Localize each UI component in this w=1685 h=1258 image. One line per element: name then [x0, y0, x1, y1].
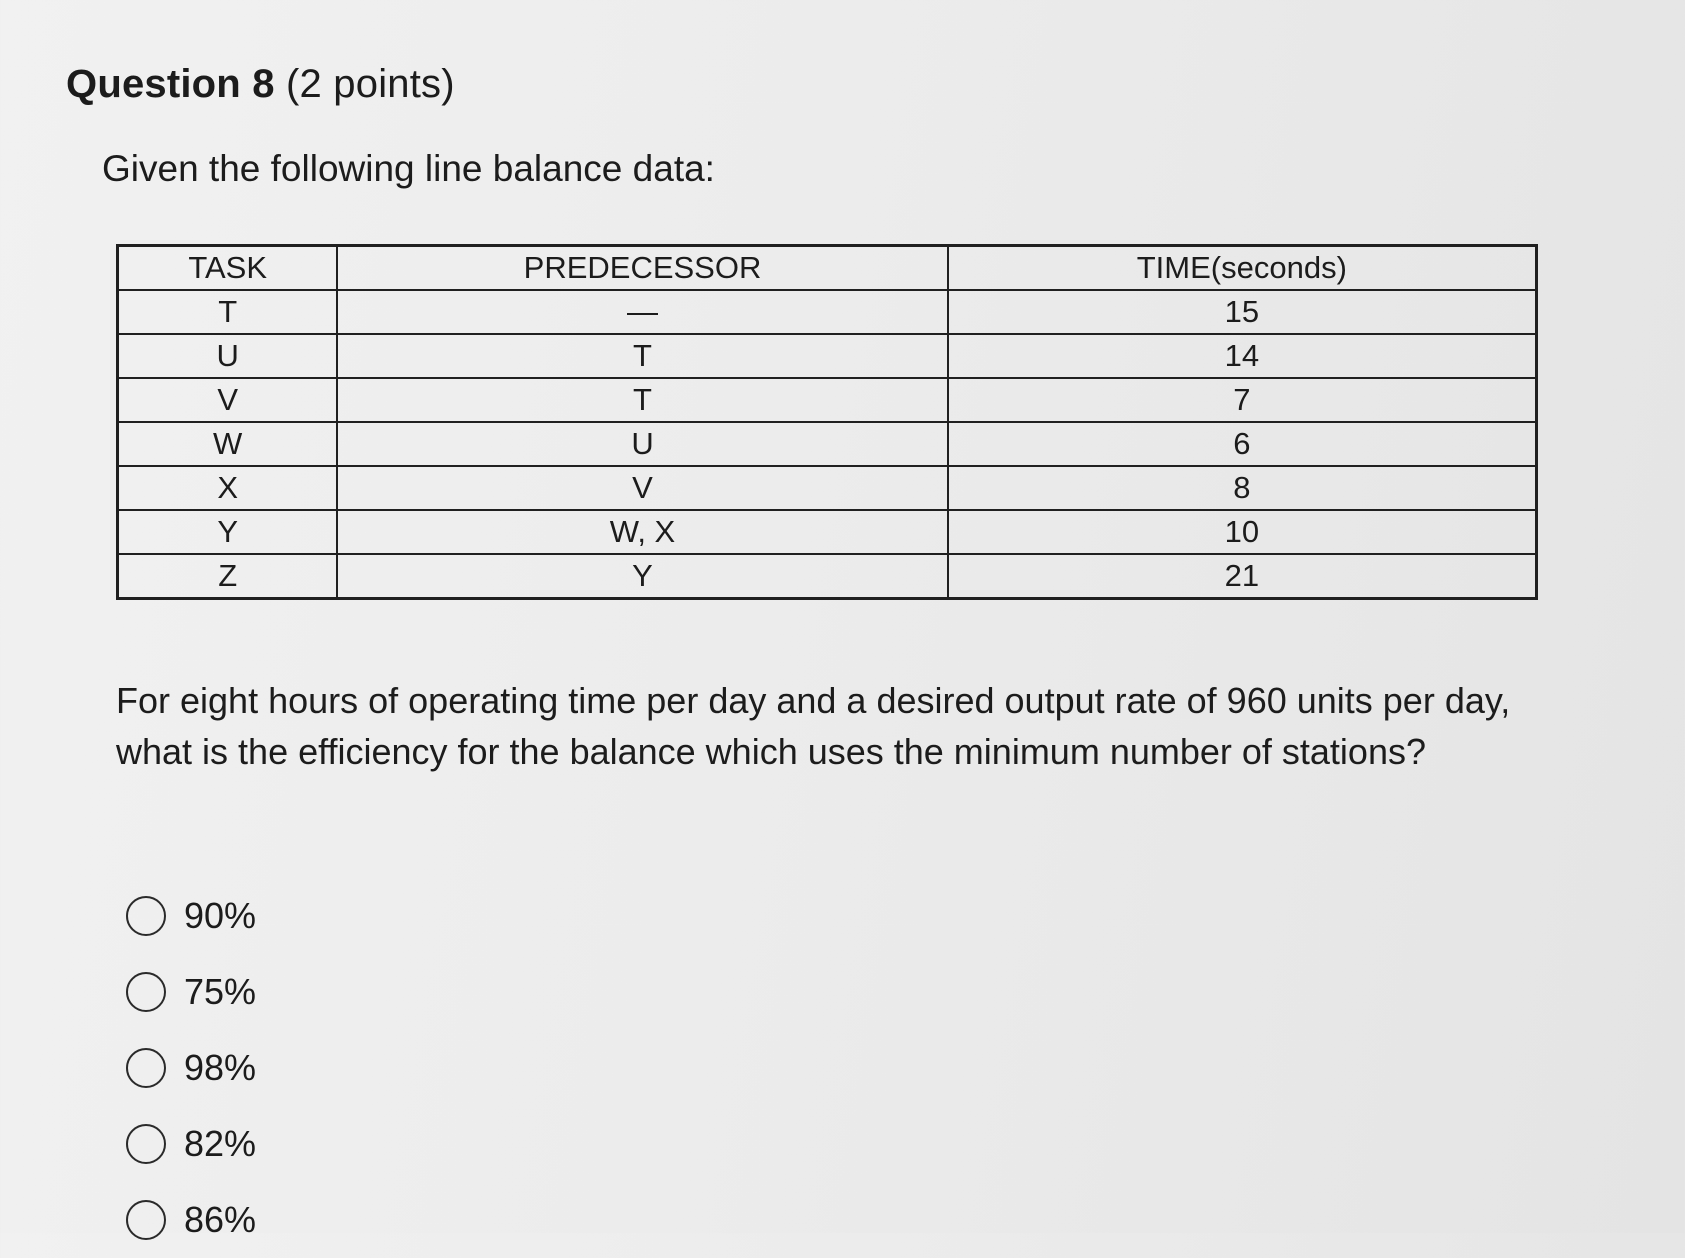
question-title [66, 62, 455, 107]
cell-time: 14 [948, 334, 1537, 378]
radio-button[interactable] [126, 896, 166, 936]
cell-predecessor: W, X [337, 510, 947, 554]
option-label[interactable]: 75% [184, 971, 257, 1012]
question-prompt: For eight hours of operating time per day and a desired output rate of 960 units per day, what is the efficiency for the balance which uses the minimum number of stations? [116, 680, 1511, 772]
cell-predecessor: T [337, 334, 947, 378]
cell-predecessor: — [337, 290, 947, 334]
cell-time: 10 [948, 510, 1537, 554]
cell-task: Z [118, 554, 338, 599]
cell-time: 21 [948, 554, 1537, 599]
option-label[interactable]: 90% [184, 895, 257, 936]
cell-time: 7 [948, 378, 1537, 422]
table-header-row [118, 246, 1537, 291]
radio-button[interactable] [126, 1048, 166, 1088]
table-row [118, 290, 1537, 334]
table-row [118, 378, 1537, 422]
answer-options [126, 878, 256, 1258]
header-time: TIME(seconds) [948, 246, 1537, 291]
radio-button[interactable] [126, 1200, 166, 1240]
table-row [118, 554, 1537, 599]
cell-predecessor: Y [337, 554, 947, 599]
option-86[interactable] [126, 1182, 256, 1258]
option-90[interactable] [126, 878, 256, 954]
option-label[interactable]: 86% [184, 1199, 257, 1240]
table-row [118, 422, 1537, 466]
cell-predecessor: T [337, 378, 947, 422]
question-points: (2 points) [286, 62, 455, 106]
table-row [118, 466, 1537, 510]
header-predecessor: PREDECESSOR [337, 246, 947, 291]
radio-button[interactable] [126, 1124, 166, 1164]
option-75[interactable] [126, 954, 256, 1030]
cell-task: Y [118, 510, 338, 554]
option-82[interactable] [126, 1106, 256, 1182]
cell-time: 6 [948, 422, 1537, 466]
cell-task: X [118, 466, 338, 510]
table-row [118, 510, 1537, 554]
table-row [118, 334, 1537, 378]
option-label[interactable]: 98% [184, 1047, 257, 1088]
header-task: TASK [118, 246, 338, 291]
cell-task: T [118, 290, 338, 334]
cell-task: V [118, 378, 338, 422]
question-intro: Given the following line balance data: [102, 148, 715, 189]
cell-task: W [118, 422, 338, 466]
question-number: Question 8 [66, 62, 275, 106]
option-98[interactable] [126, 1030, 256, 1106]
cell-predecessor: V [337, 466, 947, 510]
cell-time: 8 [948, 466, 1537, 510]
option-label[interactable]: 82% [184, 1123, 257, 1164]
cell-task: U [118, 334, 338, 378]
line-balance-table [116, 244, 1538, 600]
cell-time: 15 [948, 290, 1537, 334]
radio-button[interactable] [126, 972, 166, 1012]
cell-predecessor: U [337, 422, 947, 466]
